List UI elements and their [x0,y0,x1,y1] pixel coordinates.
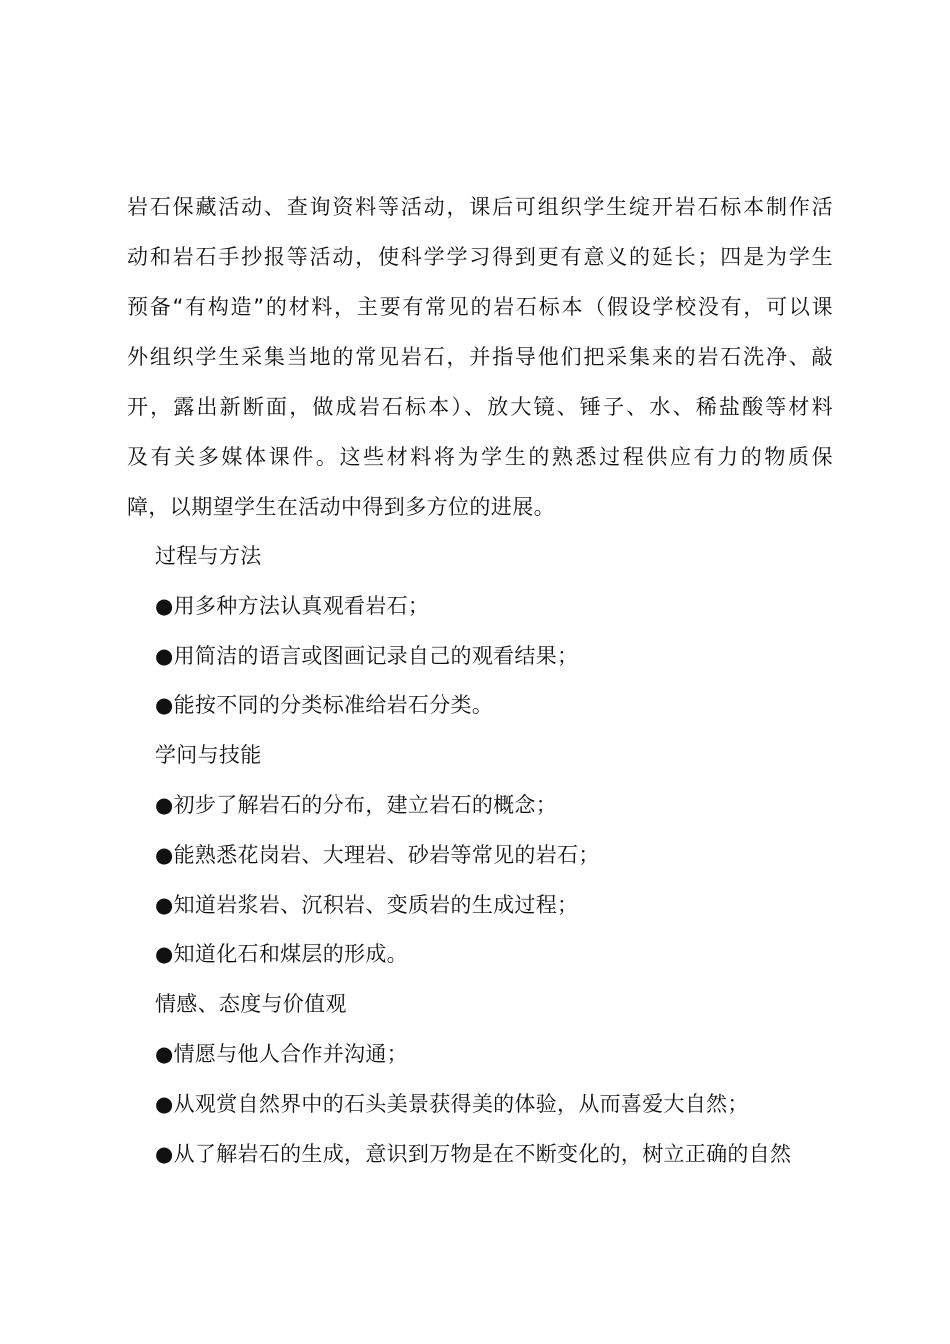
objectives-list [155,532,835,1179]
section-heading-knowledge-skills: 学问与技能 [155,743,262,768]
section-heading-emotion-attitude-values: 情感、态度与价值观 [155,992,347,1017]
paragraph-line: 外组织学生采集当地的常见岩石，并指导他们把采集来的岩石洗净、敲 [127,345,833,369]
bullet-item: ●从了解岩石的生成，意识到万物是在不断变化的，树立正确的自然 [155,1141,792,1166]
bullet-item: ●用多种方法认真观看岩石； [155,593,430,618]
paragraph-line: 及有关多媒体课件。这些材料将为学生的熟悉过程供应有力的物质保 [127,445,833,469]
paragraph-line: 开，露出新断面，做成岩石标本）、放大镜、锤子、水、稀盐酸等材料 [127,395,833,419]
paragraph-line: 岩石保藏活动、查询资料等活动，课后可组织学生绽开岩石标本制作活 [127,195,833,219]
bullet-item: ●知道化石和煤层的形成。 [155,942,408,967]
intro-paragraph [127,182,833,532]
bullet-item: ●初步了解岩石的分布，建立岩石的概念； [155,792,558,817]
bullet-item: ●知道岩浆岩、沉积岩、变质岩的生成过程； [155,892,579,917]
section-heading-process-methods: 过程与方法 [155,544,262,568]
paragraph-line: 动和岩石手抄报等活动，使科学学习得到更有意义的延长；四是为学生 [127,245,833,269]
paragraph-line: 预备“有构造”的材料，主要有常见的岩石标本（假设学校没有，可以课 [127,295,833,319]
bullet-item: ●能按不同的分类标准给岩石分类。 [155,693,494,718]
paragraph-line: 障，以期望学生在活动中得到多方位的进展。 [127,495,555,519]
bullet-item: ●能熟悉花岗岩、大理岩、砂岩等常见的岩石； [155,842,600,867]
bullet-item: ●用简洁的语言或图画记录自己的观看结果； [155,643,579,668]
bullet-item: ●情愿与他人合作并沟通； [155,1041,408,1066]
bullet-item: ●从观赏自然界中的石头美景获得美的体验，从而喜爱大自然； [155,1091,749,1116]
